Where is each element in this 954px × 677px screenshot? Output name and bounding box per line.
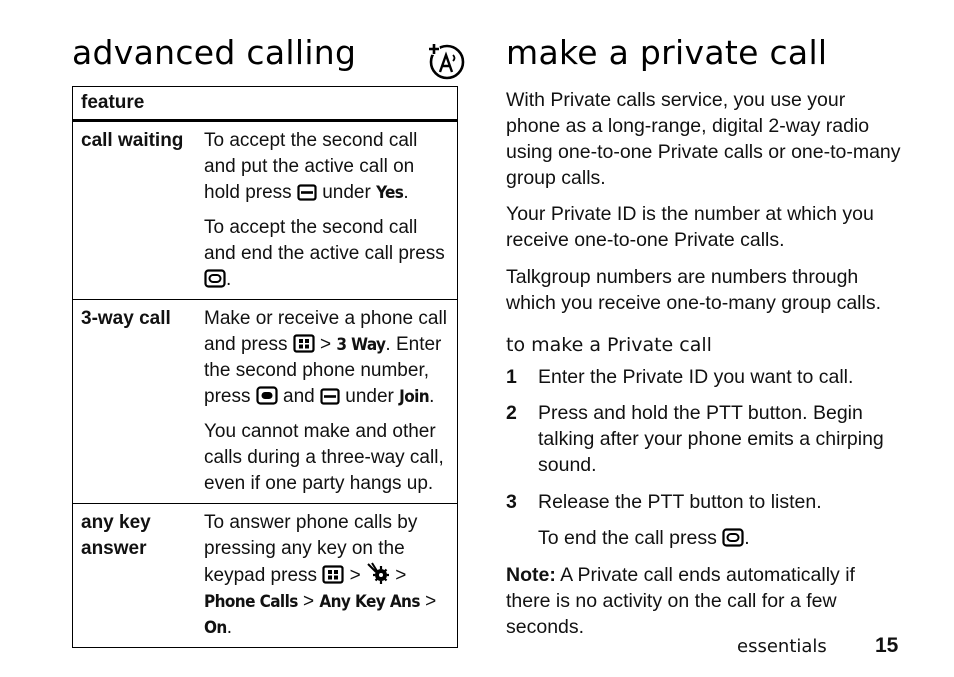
note-paragraph: Note: A Private call ends automatically if there is no activity on the call for a few seconds. [506, 564, 855, 638]
end-key-icon [722, 528, 744, 547]
section-subheading: to make a Private call [506, 334, 712, 356]
send-key-icon [256, 386, 278, 405]
table-header: feature [73, 87, 458, 121]
page-number: 15 [875, 634, 899, 657]
intro-paragraph: With Private calls service, you use your phone as a long-range, digital 2-way radio using one-to-one Private calls or one-to-many group calls. [506, 89, 901, 189]
end-key-icon [204, 269, 226, 288]
feature-description: Make or receive a phone call and press > 3 Way. Enter the second phone number, press and under Join. You cannot make and other calls during a three-way call, even if one party hangs up. [196, 300, 458, 504]
feature-name: any key answer [73, 504, 197, 648]
settings-icon [366, 562, 390, 584]
table-row [73, 504, 458, 648]
menu-key-icon [322, 565, 344, 584]
feature-table [72, 86, 458, 648]
feature-description: To accept the second call and put the active call on hold press under Yes. To accept the second call and end the active call press . [196, 121, 458, 300]
intro-paragraph: Talkgroup numbers are numbers through which you receive one-to-many group calls. [506, 266, 882, 314]
softkey-icon [320, 388, 340, 405]
table-row [73, 300, 458, 504]
intro-paragraph: Your Private ID is the number at which you receive one-to-one Private calls. [506, 203, 874, 251]
menu-key-icon [293, 334, 315, 353]
advanced-feature-icon [426, 41, 466, 81]
feature-name: 3-way call [73, 300, 197, 504]
page-title-advanced-calling: advanced calling [72, 33, 357, 72]
feature-description: To answer phone calls by pressing any key on the keypad press > > Phone Calls > Any Key Ans > On. [196, 504, 458, 648]
softkey-icon [297, 184, 317, 201]
feature-name: call waiting [73, 121, 197, 300]
footer-section-name: essentials [737, 636, 827, 657]
table-row [73, 121, 458, 300]
page-title-private-call: make a private call [506, 33, 828, 72]
